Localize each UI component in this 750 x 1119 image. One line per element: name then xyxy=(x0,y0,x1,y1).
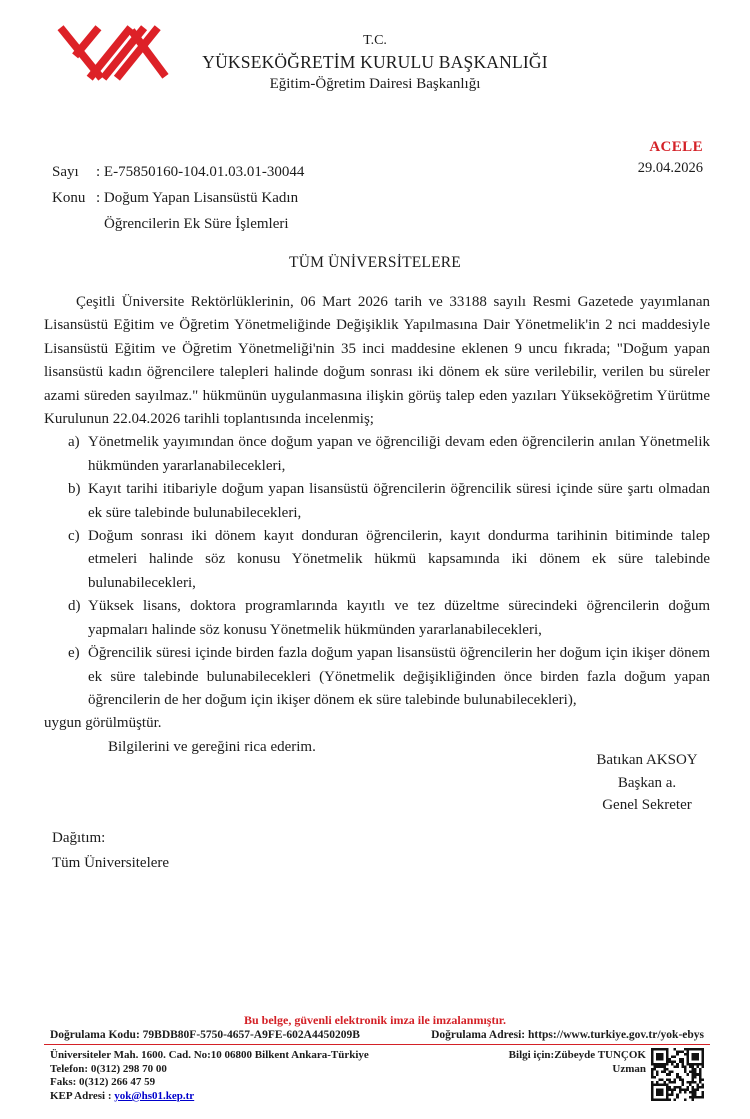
list-item-label: b) xyxy=(68,481,81,498)
letterhead-department: Eğitim-Öğretim Dairesi Başkanlığı xyxy=(269,76,481,93)
signer-title-2: Genel Sekreter xyxy=(602,797,692,813)
konu-value xyxy=(96,185,298,237)
footer-divider xyxy=(44,1044,710,1045)
info-line xyxy=(509,1049,646,1063)
list-item xyxy=(68,431,710,478)
list-item xyxy=(68,595,710,642)
letterhead xyxy=(0,31,750,95)
regards-line: Bilgilerini ve gereğini rica ederim. xyxy=(108,738,316,755)
list-item-label: e) xyxy=(68,645,80,662)
document-date: 29.04.2026 xyxy=(637,160,703,176)
list-item-label: a) xyxy=(68,434,80,451)
distribution-block xyxy=(52,826,169,876)
sayi-label: Sayı xyxy=(52,164,79,180)
recipient-line: TÜM ÜNİVERSİTELERE xyxy=(289,254,461,271)
konu-label: Konu xyxy=(52,190,86,206)
qr-code xyxy=(651,1048,704,1101)
konu-value-line1: : Doğum Yapan Lisansüstü Kadın xyxy=(96,190,299,206)
fax-line: Faks: 0(312) 266 47 59 xyxy=(50,1076,156,1089)
kep-row xyxy=(50,1090,369,1104)
info-title: Uzman xyxy=(612,1062,646,1075)
urgency-stamp: ACELE xyxy=(649,139,703,155)
closing-line: uygun görülmüştür. xyxy=(44,715,162,732)
list-item-text: Öğrencilik süresi içinde birden fazla doğum yapan lisansüstü öğrencilerin her doğum için ikişer dönem ek süre talebinde bulunabilecekleri (Yönetmelik değişikliğinden önce birden fazla doğum yapan öğrencilerin de her doğum için ikişer dönem ek süre talebinde bulunabilecekleri), xyxy=(88,645,710,708)
verification-row xyxy=(50,1029,704,1041)
info-label: Bilgi için: xyxy=(508,1049,555,1061)
reference-block xyxy=(52,159,304,237)
decision-list xyxy=(68,431,710,712)
info-name: Zübeyde TUNÇOK xyxy=(554,1049,646,1061)
list-item-text: Kayıt tarihi itibariyle doğum yapan lisansüstü öğrencilerin öğrencilik süresi içinde süre şartı olmadan ek süre talebinde bulunabilecekleri, xyxy=(88,481,710,521)
konu-value-line2: Öğrencilerin Ek Süre İşlemleri xyxy=(104,216,289,232)
distribution-label: Dağıtım: xyxy=(52,830,106,846)
signature-block xyxy=(556,749,738,817)
esignature-note: Bu belge, güvenli elektronik imza ile imzalanmıştır. xyxy=(244,1013,506,1027)
verification-code: Doğrulama Kodu: 79BDB80F-5750-4657-A9FE-602A4450209B xyxy=(50,1029,360,1041)
verification-address: Doğrulama Adresi: https://www.turkiye.gov.tr/yok-ebys xyxy=(431,1029,704,1041)
list-item-text: Doğum sonrası iki dönem kayıt donduran öğrencilerin, kayıt dondurma tarihinin bitiminde talep etmeleri halinde söz konusu Yönetmelik hükmü kapsamında iki dönem ek süre talebinde bulunabilecekleri, xyxy=(88,528,710,591)
info-contact-block xyxy=(509,1049,646,1076)
distribution-value: Tüm Üniversitelere xyxy=(52,855,170,871)
signer-name: Batıkan AKSOY xyxy=(596,752,698,768)
list-item xyxy=(68,478,710,525)
kep-label: KEP Adresi : xyxy=(50,1089,112,1102)
list-item-label: d) xyxy=(68,598,81,615)
list-item-text: Yüksek lisans, doktora programlarında kayıtlı ve tez düzeltme sürecindeki öğrencilerin doğum yapmaları halinde söz konusu Yönetmelik hükmünden yararlanabilecekleri, xyxy=(88,598,710,638)
kep-address-link[interactable]: yok@hs01.kep.tr xyxy=(114,1089,195,1102)
sayi-value: : E-75850160-104.01.03.01-30044 xyxy=(96,164,305,180)
list-item-label: c) xyxy=(68,528,80,545)
list-item xyxy=(68,525,710,595)
phone-line: Telefon: 0(312) 298 70 00 xyxy=(50,1062,167,1075)
letter-body xyxy=(44,291,710,759)
signer-title-1: Başkan a. xyxy=(617,774,677,791)
list-item-text: Yönetmelik yayımından önce doğum yapan ve öğrenciliği devam eden öğrencilerin anılan Yönetmelik hükmünden yararlanabilecekleri, xyxy=(88,434,710,474)
sayi-row xyxy=(52,159,304,185)
letterhead-tc: T.C. xyxy=(363,33,387,48)
konu-row xyxy=(52,185,304,237)
letterhead-organization: YÜKSEKÖĞRETİM KURULU BAŞKANLIĞI xyxy=(202,52,548,73)
contact-block xyxy=(50,1049,369,1103)
body-paragraph: Çeşitli Üniversite Rektörlüklerinin, 06 Mart 2026 tarih ve 33188 sayılı Resmi Gazetede yayımlanan Lisansüstü Eğitim ve Öğretim Yönetmeliğinde Değişiklik Yapılmasına Dair Yönetmelik'in 2 nci maddesiyle Lisansüstü Eğitim ve Öğretim Yönetmeliği'nin 35 inci maddesine eklenen 9 uncu fıkrada; "Doğum yapan lisansüstü kadın öğrencilere talepleri halinde doğum sonrası iki dönem ek süre verilebilir, verilen bu süreler azami süreden sayılmaz." hükmünün uygulanmasına ilişkin görüş talep eden yazıları Yükseköğretim Yürütme Kurulunun 22.04.2026 tarihli toplantısında incelenmiş; xyxy=(44,294,710,428)
postal-address: Üniversiteler Mah. 1600. Cad. No:10 06800 Bilkent Ankara-Türkiye xyxy=(50,1049,369,1061)
list-item xyxy=(68,642,710,712)
